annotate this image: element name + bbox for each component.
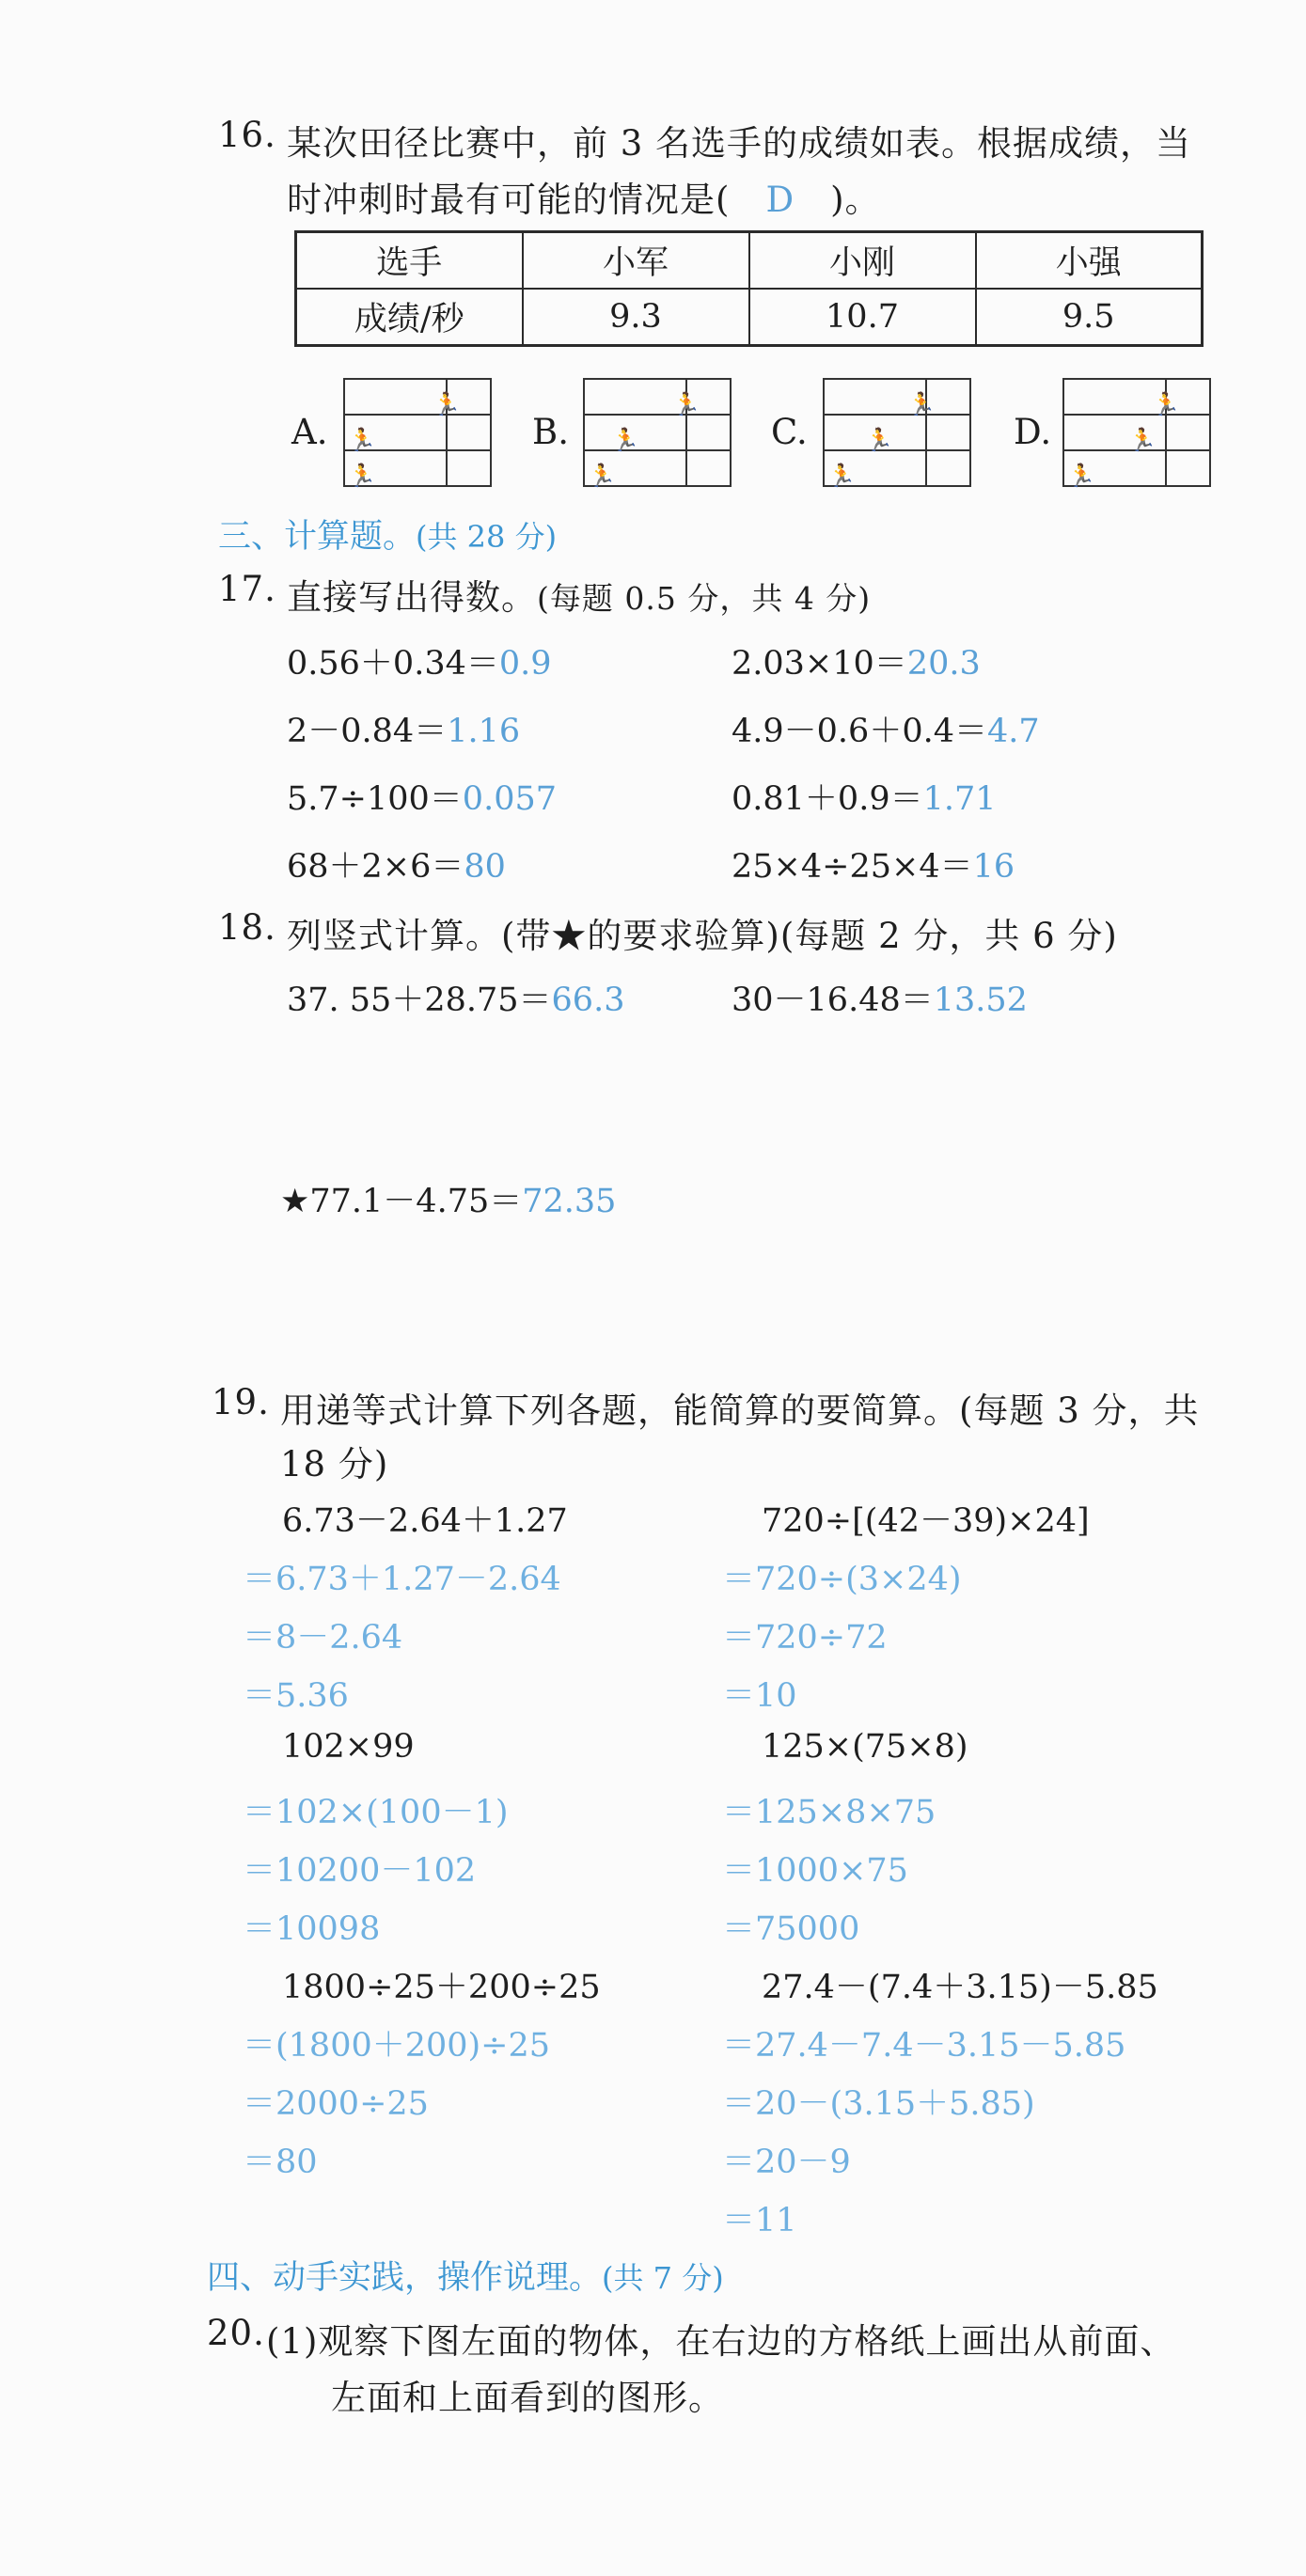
svg-text:🏃: 🏃 <box>865 427 893 453</box>
section-4-heading: 四、动手实践，操作说理。(共 7 分) <box>207 2259 724 2297</box>
q17-item: 2－0.84＝1.16 <box>287 713 521 750</box>
q17-item: 68＋2×6＝80 <box>287 848 506 886</box>
q19-step: ＝102×(100－1) <box>243 1794 509 1831</box>
q17-number: 17. <box>218 569 276 609</box>
q19-step: ＝27.4－7.4－3.15－5.85 <box>722 2027 1126 2065</box>
svg-text:🏃: 🏃 <box>611 427 639 453</box>
svg-text:🏃: 🏃 <box>1152 391 1180 417</box>
score-table <box>294 230 1204 347</box>
svg-text:🏃: 🏃 <box>348 427 376 453</box>
q19-step: ＝720÷(3×24) <box>722 1561 962 1598</box>
q19-step: ＝20－9 <box>722 2144 851 2181</box>
svg-text:🏃: 🏃 <box>433 391 461 417</box>
q19-problem-expr: 27.4－(7.4＋3.15)－5.85 <box>762 1969 1158 2006</box>
table-header: 小刚 <box>749 232 976 290</box>
q19-step: ＝11 <box>722 2202 797 2239</box>
q18-number: 18. <box>218 907 276 948</box>
q19-problem-expr: 125×(75×8) <box>762 1728 968 1766</box>
q19-step: ＝720÷72 <box>722 1619 888 1657</box>
q17-item: 0.81＋0.9＝1.71 <box>732 780 997 818</box>
q17-item: 2.03×10＝20.3 <box>732 645 981 683</box>
option-d-label: D. <box>1014 412 1052 452</box>
q19-step: ＝20－(3.15＋5.85) <box>722 2085 1035 2123</box>
q16-line1: 某次田径比赛中，前 3 名选手的成绩如表。根据成绩，当 <box>287 123 1192 164</box>
q19-step: ＝10200－102 <box>243 1852 477 1890</box>
q19-step: ＝(1800＋200)÷25 <box>243 2027 551 2065</box>
table-header: 选手 <box>296 232 523 290</box>
svg-text:🏃: 🏃 <box>1128 427 1157 453</box>
section-3-heading: 三、计算题。(共 28 分) <box>218 518 558 556</box>
q17-item: 4.9－0.6＋0.4＝4.7 <box>732 713 1040 750</box>
q19-problem-expr: 102×99 <box>282 1728 415 1766</box>
q20-line2: 左面和上面看到的图形。 <box>331 2378 724 2418</box>
q19-number: 19. <box>212 1382 270 1422</box>
q16-line2: 时冲刺时最有可能的情况是( D )。 <box>287 180 881 220</box>
q19-step: ＝1000×75 <box>722 1852 908 1890</box>
q19-step: ＝125×8×75 <box>722 1794 936 1831</box>
option-c-label: C. <box>771 412 808 452</box>
table-cell: 9.5 <box>976 289 1203 346</box>
q19-line1: 用递等式计算下列各题，能简算的要简算。(每题 3 分，共 <box>280 1390 1200 1431</box>
svg-text:🏃: 🏃 <box>827 463 856 489</box>
table-header: 小强 <box>976 232 1203 290</box>
q17-item: 0.56＋0.34＝0.9 <box>287 645 552 683</box>
q17-item: 5.7÷100＝0.057 <box>287 780 557 818</box>
svg-text:🏃: 🏃 <box>588 463 616 489</box>
svg-text:🏃: 🏃 <box>672 391 700 417</box>
option-b-label: B. <box>532 412 569 452</box>
q16-number: 16. <box>218 115 276 155</box>
q17-title: 直接写出得数。(每题 0.5 分，共 4 分) <box>287 577 872 618</box>
q19-step: ＝75000 <box>722 1910 860 1948</box>
option-d-race-diagram <box>1062 378 1213 489</box>
table-cell: 10.7 <box>749 289 976 346</box>
svg-text:🏃: 🏃 <box>907 391 936 417</box>
q20-number: 20. <box>207 2313 265 2353</box>
q18-item: ★77.1－4.75＝72.35 <box>280 1183 617 1220</box>
q18-item: 37. 55＋28.75＝66.3 <box>287 982 625 1019</box>
q19-problem-expr: 1800÷25＋200÷25 <box>282 1969 601 2006</box>
q19-step: ＝8－2.64 <box>243 1619 403 1657</box>
q19-step: ＝10 <box>722 1677 797 1715</box>
q19-problem-expr: 6.73－2.64＋1.27 <box>282 1502 568 1540</box>
q16-answer: D <box>765 180 795 220</box>
q18-item: 30－16.48＝13.52 <box>732 982 1028 1019</box>
option-c-race-diagram <box>823 378 973 489</box>
q20-line1: (1)观察下图左面的物体，在右边的方格纸上画出从前面、 <box>266 2321 1176 2362</box>
q19-problem-expr: 720÷[(42－39)×24] <box>762 1502 1090 1540</box>
svg-text:🏃: 🏃 <box>1067 463 1095 489</box>
q18-title: 列竖式计算。(带★的要求验算)(每题 2 分，共 6 分) <box>287 916 1118 956</box>
q19-step: ＝6.73＋1.27－2.64 <box>243 1561 561 1598</box>
q19-step: ＝5.36 <box>243 1677 349 1715</box>
q19-step: ＝10098 <box>243 1910 381 1948</box>
q17-item: 25×4÷25×4＝16 <box>732 848 1015 886</box>
table-cell: 9.3 <box>523 289 749 346</box>
table-header: 小军 <box>523 232 749 290</box>
option-a-race-diagram <box>343 378 494 489</box>
q19-step: ＝2000÷25 <box>243 2085 429 2123</box>
q19-step: ＝80 <box>243 2144 318 2181</box>
option-b-race-diagram <box>583 378 733 489</box>
option-a-label: A. <box>291 412 328 452</box>
svg-text:🏃: 🏃 <box>348 463 376 489</box>
q19-line2: 18 分) <box>280 1444 389 1484</box>
table-row-label: 成绩/秒 <box>296 289 523 346</box>
